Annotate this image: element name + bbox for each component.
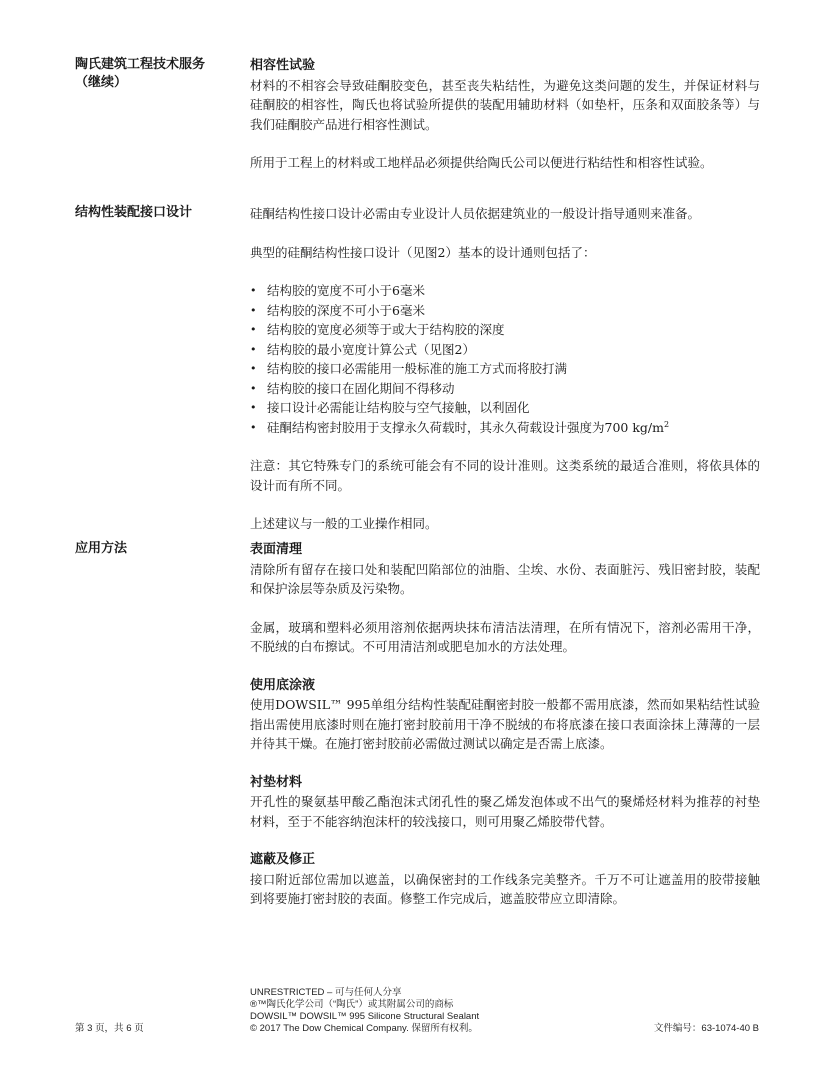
- section-body: [250, 204, 760, 553]
- paragraph: 清除所有留存在接口处和装配凹陷部位的油脂、尘埃、水份、表面脏污、残旧密封胶，装配和保护涂层等杂质及污染物。: [250, 561, 760, 596]
- list-item: • 结构胶的接口必需能用一般标准的施工方式而将胶打满: [250, 359, 760, 379]
- paragraph: 金属，玻璃和塑料必须用溶剂依据两块抹布清洁法清理，在所有情况下，溶剂必需用干净，不脱绒的白布擦试。不可用清洁剂或肥皂加水的方法处理。: [250, 619, 760, 654]
- subheading-backer-material: 衬垫材料: [250, 774, 303, 790]
- footer-line: © 2017 The Dow Chemical Company. 保留所有权利。: [250, 1023, 478, 1034]
- list-item: • 接口设计必需能让结构胶与空气接触，以利固化: [250, 398, 760, 418]
- footer-legal: [250, 987, 479, 1035]
- subheading-masking-tooling: 遮蔽及修正: [250, 852, 316, 867]
- paragraph: 上述建议与一般的工业操作相同。: [250, 516, 438, 531]
- footer-line: DOWSIL™ DOWSIL™ 995 Silicone Structural Sealant: [250, 1011, 480, 1022]
- page-number: 第 3 页，共 6 页: [75, 1023, 144, 1034]
- paragraph: 硅酮结构性接口设计必需由专业设计人员依据建筑业的一般设计指导通则来准备。: [250, 206, 701, 221]
- label-line: （继续）: [75, 75, 128, 90]
- list-item: • 结构胶的接口在固化期间不得移动: [250, 379, 760, 399]
- paragraph: 材料的不相容会导致硅酮胶变色，甚至丧失粘结性，为避免这类问题的发生，并保证材料与硅酮胶的相容性，陶氏也将试验所提供的装配用辅助材料（如垫杆，压条和双面胶条等）与我们硅酮胶产品进行相容性测试。: [250, 77, 760, 132]
- list-item: [250, 418, 760, 438]
- section-label-tech-service: [75, 56, 245, 92]
- subheading-compatibility-test: 相容性试验: [250, 58, 316, 73]
- paragraph: 开孔性的聚氨基甲酸乙酯泡沫式闭孔性的聚乙烯发泡体或不出气的聚烯烃材料为推荐的衬垫材料，至于不能容纳泡沫杆的较浅接口，则可用聚乙烯胶带代替。: [250, 794, 760, 829]
- list-item: • 结构胶的宽度不可小于6毫米: [250, 281, 760, 301]
- section-label-application: 应用方法: [75, 541, 128, 556]
- section-body: [250, 540, 760, 928]
- paragraph: 接口附近部位需加以遮盖，以确保密封的工作线条完美整齐。千万不可让遮盖用的胶带接触到将要施打密封胶的表面。修整工作完成后，遮盖胶带应立即清除。: [250, 871, 760, 906]
- footer-line: UNRESTRICTED – 可与任何人分享: [250, 987, 402, 998]
- section-body: [250, 56, 760, 192]
- subheading-surface-cleaning: 表面清理: [250, 542, 303, 557]
- subheading-primer: 使用底涂液: [250, 677, 316, 693]
- document-number: 文件编号：63-1074-40 B: [653, 1023, 759, 1034]
- design-rules-list: [250, 281, 760, 437]
- paragraph: 所用于工程上的材料或工地样品必须提供给陶氏公司以便进行粘结性和相容性试验。: [250, 155, 713, 170]
- list-item: • 结构胶的宽度必须等于或大于结构胶的深度: [250, 320, 760, 340]
- note-paragraph: 注意：其它特殊专门的系统可能会有不同的设计准则。这类系统的最适合准则，将依具体的设计而有所不同。: [250, 458, 760, 493]
- footer-line: ®™陶氏化学公司（“陶氏”）或其附属公司的商标: [250, 999, 454, 1010]
- list-item-text: 硅酮结构密封胶用于支撑永久荷载时，其永久荷载设计强度为700 kg/m: [267, 419, 664, 435]
- paragraph: 使用DOWSIL™ 995单组分结构性装配硅酮密封胶一般都不需用底漆，然而如果粘结性试验指出需使用底漆时则在施打密封胶前用干净不脱绒的布将底漆在接口表面涂抹上薄薄的一层并待其干燥。在施打密封胶前必需做过测试以确定是否需上底漆。: [250, 697, 760, 751]
- superscript: 2: [663, 419, 670, 429]
- paragraph: 典型的硅酮结构性接口设计（见图2）基本的设计通则包括了：: [250, 244, 596, 260]
- list-item: • 结构胶的最小宽度计算公式（见图2）: [250, 340, 760, 360]
- section-label-joint-design: 结构性装配接口设计: [75, 205, 193, 220]
- page-footer: [75, 987, 765, 1047]
- list-item: • 结构胶的深度不可小于6毫米: [250, 301, 760, 321]
- label-line: 陶氏建筑工程技术服务: [75, 57, 206, 72]
